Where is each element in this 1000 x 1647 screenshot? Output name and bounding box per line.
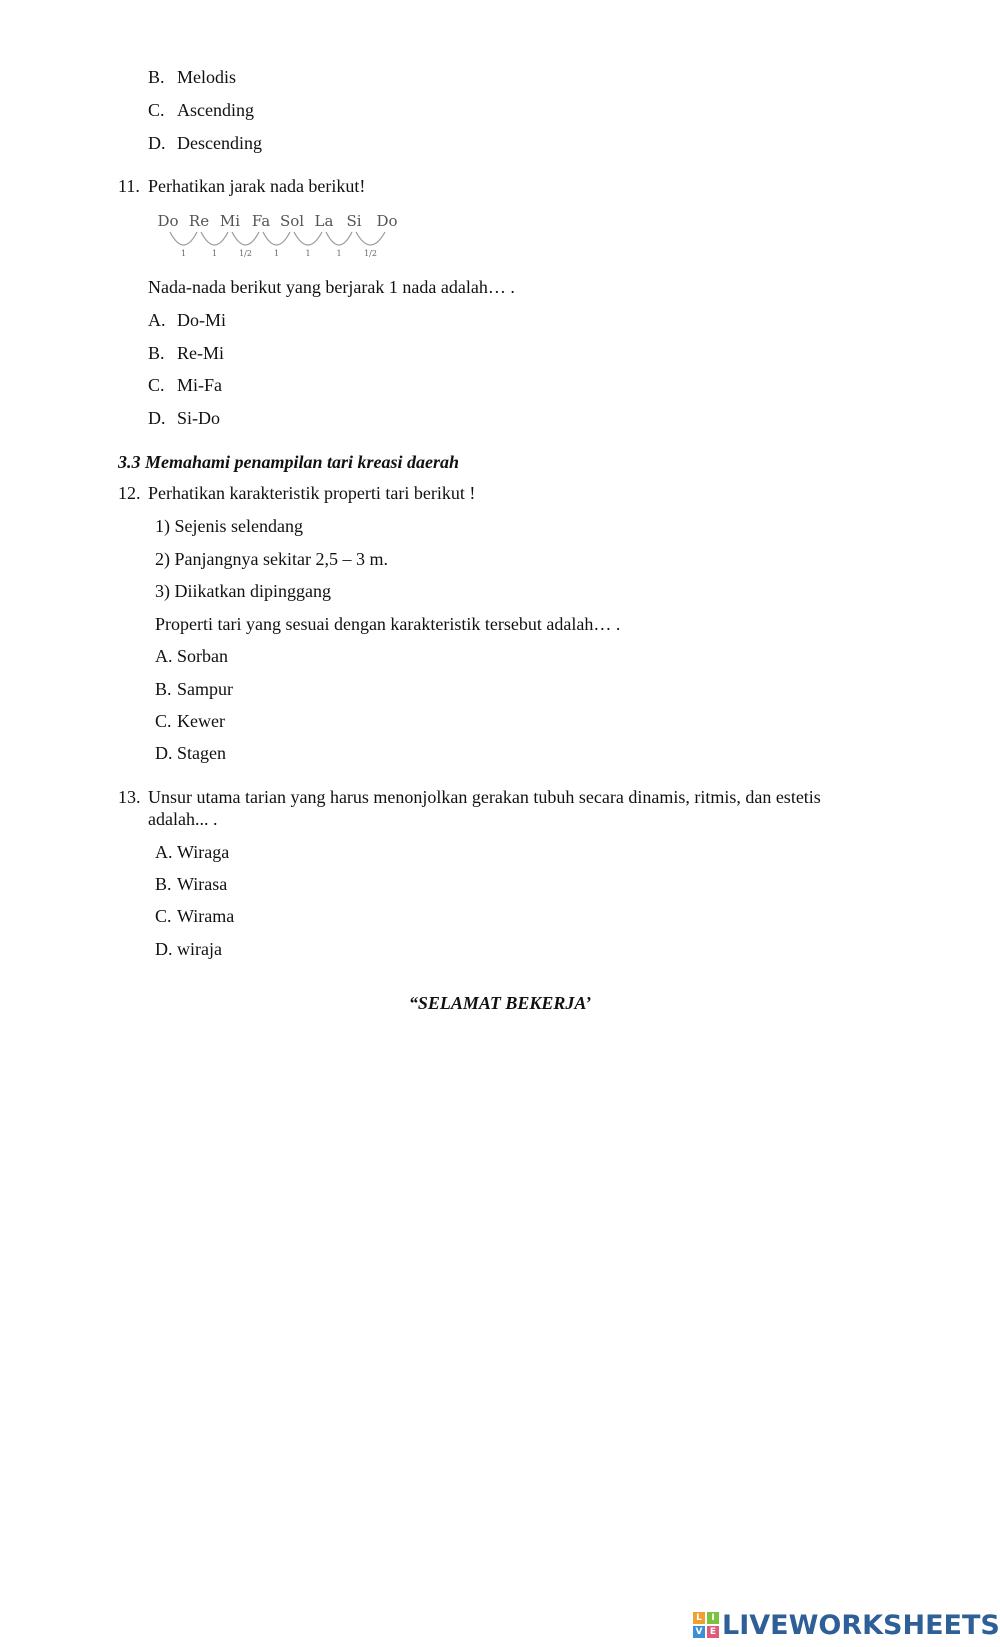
interval-label: 1 bbox=[273, 249, 280, 258]
option-letter: D. bbox=[155, 743, 173, 763]
q11-prompt: Nada-nada berikut yang berjarak 1 nada adalah… . bbox=[148, 277, 515, 297]
logo-mark-letter: L bbox=[693, 1612, 705, 1624]
option-text: Descending bbox=[177, 133, 262, 153]
scale-note-label: Do bbox=[376, 212, 398, 230]
question-number: 11. bbox=[118, 176, 140, 196]
q13-option-a bbox=[155, 841, 229, 863]
q12-option-a bbox=[155, 645, 228, 667]
scale-note-label: Sol bbox=[279, 212, 305, 230]
scale-note-label: Re bbox=[188, 212, 210, 230]
q10-option-b bbox=[148, 66, 236, 88]
q12-characteristic-3: 3) Diikatkan dipinggang bbox=[155, 581, 331, 601]
q11-option-b bbox=[148, 342, 224, 364]
option-letter: D. bbox=[148, 133, 166, 153]
option-letter: C. bbox=[148, 375, 165, 395]
scale-note-label: Mi bbox=[219, 212, 241, 230]
q11-option-d bbox=[148, 407, 220, 429]
option-text: Si-Do bbox=[177, 408, 221, 428]
q13-question-cont: adalah... . bbox=[148, 809, 218, 829]
option-letter: B. bbox=[155, 679, 172, 699]
option-text: Wirasa bbox=[177, 874, 228, 894]
q12-option-c bbox=[155, 710, 225, 732]
section-heading: 3.3 Memahami penampilan tari kreasi daerah bbox=[118, 452, 460, 472]
interval-label: 1/2 bbox=[364, 249, 377, 258]
logo-text: LIVEWORKSHEETS bbox=[722, 1609, 1000, 1641]
option-text: Kewer bbox=[177, 711, 225, 731]
interval-arc bbox=[326, 232, 352, 245]
interval-label: 1/2 bbox=[239, 249, 252, 258]
logo-mark-letter: I bbox=[707, 1612, 719, 1624]
option-letter: B. bbox=[148, 67, 165, 87]
logo-mark-letter: V bbox=[693, 1626, 705, 1638]
q11-option-c bbox=[148, 374, 222, 396]
option-text: Ascending bbox=[177, 100, 254, 120]
option-letter: C. bbox=[155, 906, 172, 926]
q11-option-a bbox=[148, 309, 226, 331]
option-text: Wirama bbox=[177, 906, 235, 926]
option-text: Sampur bbox=[177, 679, 233, 699]
question-text: Unsur utama tarian yang harus menonjolkan gerakan tubuh secara dinamis, ritmis, dan estetis bbox=[148, 787, 821, 807]
interval-arc bbox=[170, 232, 197, 245]
option-text: Melodis bbox=[177, 67, 237, 87]
scale-note-label: Si bbox=[346, 212, 362, 230]
q12-question bbox=[118, 482, 475, 504]
q12-option-d bbox=[155, 742, 226, 764]
interval-arc bbox=[232, 232, 259, 245]
option-text: Sorban bbox=[177, 646, 228, 666]
interval-label: 1 bbox=[180, 249, 187, 258]
interval-arc bbox=[356, 232, 385, 245]
question-number: 12. bbox=[118, 483, 141, 503]
q12-characteristic-1: 1) Sejenis selendang bbox=[155, 516, 303, 536]
option-letter: A. bbox=[155, 842, 173, 862]
option-text: Wiraga bbox=[177, 842, 230, 862]
logo-mark-icon bbox=[693, 1612, 719, 1638]
interval-arc bbox=[201, 232, 228, 245]
q12-characteristic-2: 2) Panjangnya sekitar 2,5 – 3 m. bbox=[155, 549, 388, 569]
option-letter: C. bbox=[155, 711, 172, 731]
option-text: Mi-Fa bbox=[177, 375, 222, 395]
interval-label: 1 bbox=[336, 249, 342, 258]
note-interval-diagram bbox=[155, 212, 425, 268]
interval-arc bbox=[294, 232, 322, 245]
q12-option-b bbox=[155, 678, 233, 700]
option-letter: C. bbox=[148, 100, 165, 120]
scale-note-label: La bbox=[314, 212, 334, 230]
option-text: Do-Mi bbox=[177, 310, 226, 330]
option-letter: B. bbox=[148, 343, 165, 363]
question-text: Perhatikan jarak nada berikut! bbox=[148, 176, 366, 196]
scale-note-label: Do bbox=[157, 212, 179, 230]
option-letter: D. bbox=[148, 408, 166, 428]
interval-label: 1 bbox=[211, 249, 218, 258]
q10-option-d bbox=[148, 132, 262, 154]
scale-note-label: Fa bbox=[251, 212, 271, 230]
closing-text: “SELAMAT BEKERJA’ bbox=[408, 993, 592, 1013]
option-letter: A. bbox=[148, 310, 166, 330]
q13-option-b bbox=[155, 873, 227, 895]
q10-option-c bbox=[148, 99, 254, 121]
option-letter: A. bbox=[155, 646, 173, 666]
option-text: Re-Mi bbox=[177, 343, 224, 363]
interval-arc bbox=[263, 232, 290, 245]
logo-mark-letter: E bbox=[707, 1626, 719, 1638]
option-text: Stagen bbox=[177, 743, 226, 763]
q11-question bbox=[118, 175, 365, 197]
q13-question bbox=[118, 786, 821, 808]
option-letter: D. bbox=[155, 939, 173, 959]
q13-option-d bbox=[155, 938, 222, 960]
question-number: 13. bbox=[118, 787, 141, 807]
q13-option-c bbox=[155, 905, 234, 927]
option-letter: B. bbox=[155, 874, 172, 894]
q12-prompt: Properti tari yang sesuai dengan karakteristik tersebut adalah… . bbox=[155, 614, 621, 634]
question-text: Perhatikan karakteristik properti tari berikut ! bbox=[148, 483, 476, 503]
interval-label: 1 bbox=[305, 249, 311, 258]
option-text: wiraja bbox=[177, 939, 222, 959]
liveworksheets-logo[interactable] bbox=[693, 1608, 1000, 1642]
